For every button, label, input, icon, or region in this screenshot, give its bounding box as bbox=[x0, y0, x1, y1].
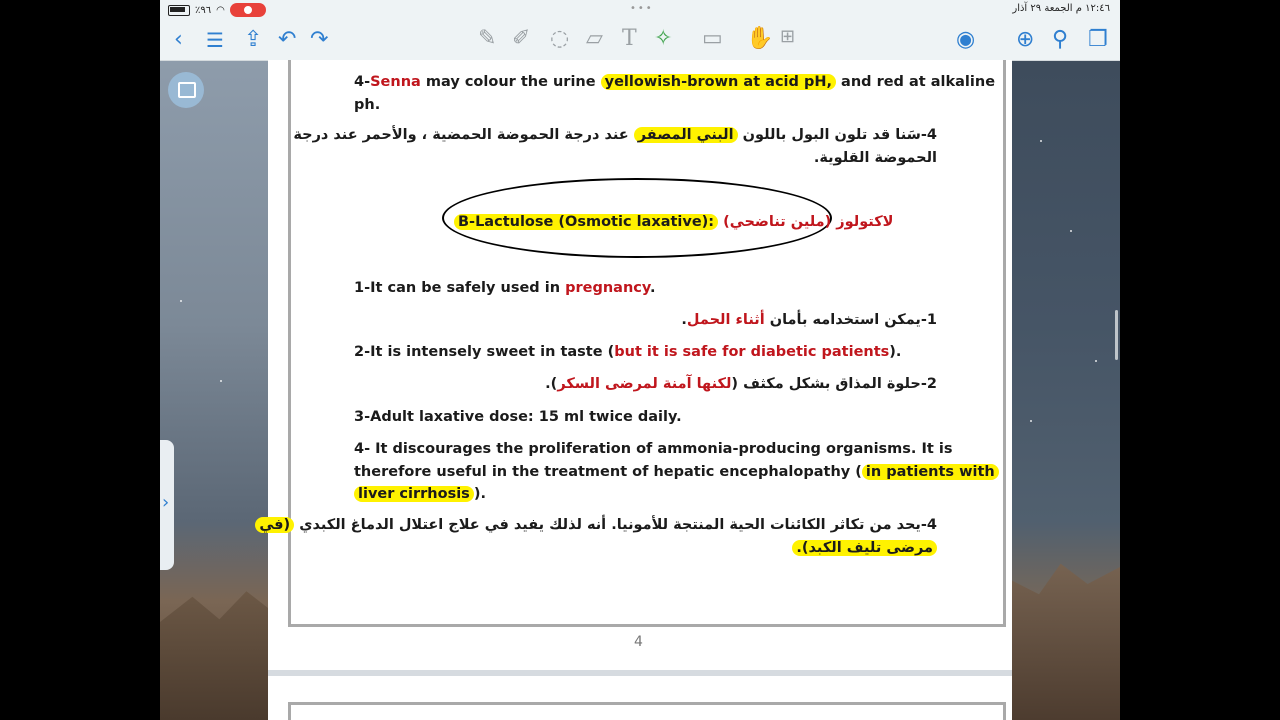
star bbox=[1095, 360, 1097, 362]
text-icon[interactable]: T bbox=[622, 26, 637, 51]
pen-icon[interactable]: ✎ bbox=[478, 26, 497, 51]
wifi-icon: ◠ bbox=[216, 4, 225, 16]
senna-term: Senna bbox=[370, 74, 421, 90]
highlighter-icon[interactable]: ✐ bbox=[512, 26, 531, 51]
item2-text: 2-It is intensely sweet in taste ( bbox=[354, 344, 615, 360]
side-panel-handle[interactable] bbox=[160, 440, 174, 570]
wallpaper-left bbox=[160, 60, 268, 720]
item1-ar-text: 1-يمكن استخدامه بأمان bbox=[764, 312, 937, 328]
item1-ar-red: أثناء الحمل bbox=[686, 312, 765, 328]
item1-ar-end: . bbox=[681, 312, 687, 328]
item4-ar-text: 4-يحد من تكاثر الكائنات الحية المنتجة للأمونيا. أنه لذلك يفيد في علاج اعتلال الدماغ الكبدي bbox=[294, 517, 937, 533]
undo-icon[interactable]: ↶ bbox=[278, 27, 297, 52]
senna-arabic-line-1 bbox=[293, 127, 937, 143]
document-page[interactable] bbox=[259, 60, 1012, 670]
section-heading-ar: لاكتولوز (ملين تناضحي) bbox=[723, 214, 894, 230]
star bbox=[1040, 140, 1042, 142]
item4-highlight-2: liver cirrhosis bbox=[354, 486, 474, 502]
battery-icon bbox=[168, 5, 190, 16]
multitask-dots-icon[interactable]: ••• bbox=[630, 3, 654, 14]
back-icon[interactable]: ‹ bbox=[174, 27, 183, 52]
arabic-text: عند درجة الحموضة الحمضية ، والأحمر عند درجة bbox=[293, 127, 634, 143]
eraser-icon[interactable]: ▱ bbox=[586, 26, 603, 51]
next-page[interactable] bbox=[268, 676, 1012, 720]
item2-ar-text: 2-حلوة المذاق بشكل مكثف ( bbox=[731, 376, 937, 392]
mountain-right bbox=[1012, 550, 1120, 720]
item4-text: therefore useful in the treatment of hepatic encephalopathy ( bbox=[354, 464, 862, 480]
item4-ar-highlight-2: مرضى تليف الكبد). bbox=[792, 540, 937, 556]
item4-en-line-1: 4- It discourages the proliferation of ammonia-producing organisms. It is bbox=[354, 441, 953, 457]
item4-ar-line-2 bbox=[792, 540, 937, 556]
item4-ar-line-1 bbox=[255, 517, 937, 533]
list-icon[interactable]: ☰ bbox=[206, 28, 224, 52]
senna-highlight: yellowish-brown at acid pH, bbox=[601, 74, 836, 90]
item4-en-line-3 bbox=[354, 486, 486, 502]
mic-icon[interactable]: ◉ bbox=[956, 27, 976, 52]
item4-en-line-2 bbox=[354, 464, 999, 480]
star bbox=[1030, 420, 1032, 422]
item2-end: ). bbox=[889, 344, 902, 360]
item4-highlight: in patients with bbox=[862, 464, 999, 480]
item2-ar bbox=[545, 376, 937, 392]
wallpaper-right bbox=[1012, 60, 1120, 720]
section-heading bbox=[454, 214, 893, 230]
screen-record-icon[interactable] bbox=[230, 3, 266, 17]
item2-en bbox=[354, 344, 901, 360]
add-icon[interactable]: ⊕ bbox=[1016, 27, 1035, 52]
item2-ar-end: ). bbox=[545, 376, 558, 392]
laser-icon[interactable]: ✧ bbox=[654, 26, 673, 51]
item1-en bbox=[354, 280, 656, 296]
ipad-screen bbox=[160, 0, 1120, 720]
redo-icon[interactable]: ↷ bbox=[310, 27, 329, 52]
lasso-icon[interactable]: ◌ bbox=[550, 26, 570, 51]
status-left bbox=[168, 3, 266, 17]
hand-icon[interactable]: ✋ bbox=[746, 26, 774, 51]
item1-end: . bbox=[649, 280, 656, 296]
toolbar bbox=[160, 20, 1120, 61]
item-number: 4- bbox=[354, 74, 371, 90]
item1-red: pregnancy bbox=[565, 280, 650, 296]
grid-icon[interactable]: ⊞ bbox=[780, 26, 796, 47]
item3-en: 3-Adult laxative dose: 15 ml twice daily. bbox=[354, 409, 682, 425]
item1-ar bbox=[681, 312, 937, 328]
ruler-icon[interactable]: ▭ bbox=[702, 26, 723, 51]
star bbox=[180, 300, 182, 302]
item1-text: 1-It can be safely used in bbox=[354, 280, 566, 296]
mountain-left bbox=[160, 580, 268, 720]
senna-line-2: ph. bbox=[354, 97, 381, 113]
senna-arabic-line-2: الحموضة القلوية. bbox=[813, 150, 937, 166]
pages-icon[interactable]: ❐ bbox=[1088, 27, 1108, 52]
item2-red: but it is safe for diabetic patients bbox=[614, 344, 890, 360]
chevron-right-icon: › bbox=[162, 492, 170, 513]
status-bar bbox=[160, 0, 1120, 20]
page-number: 4 bbox=[634, 634, 643, 650]
battery-percent: ٪٩٦ bbox=[195, 4, 212, 16]
star bbox=[220, 380, 222, 382]
search-icon[interactable]: ⚲ bbox=[1052, 27, 1069, 52]
scroll-indicator[interactable] bbox=[1115, 310, 1118, 360]
section-heading-en: B-Lactulose (Osmotic laxative): bbox=[454, 214, 718, 230]
sidebar-toggle-button[interactable] bbox=[168, 72, 204, 108]
arabic-text: 4-سَنا قد تلون البول باللون bbox=[737, 127, 937, 143]
star bbox=[1070, 230, 1072, 232]
senna-tail: and red at alkaline bbox=[835, 74, 996, 90]
arabic-highlight: البني المصفر bbox=[634, 127, 738, 143]
item2-ar-red: لكنها آمنة لمرضى السكر bbox=[557, 376, 732, 392]
item4-ar-highlight: (في bbox=[255, 517, 294, 533]
senna-text: may colour the urine bbox=[420, 74, 601, 90]
item4-end: ). bbox=[473, 486, 486, 502]
status-time-date: ١٢:٤٦ م الجمعة ٢٩ آذار bbox=[1012, 3, 1110, 14]
share-icon[interactable]: ⇪ bbox=[244, 27, 263, 52]
next-page-border bbox=[288, 702, 1006, 720]
senna-line-1 bbox=[354, 74, 995, 90]
